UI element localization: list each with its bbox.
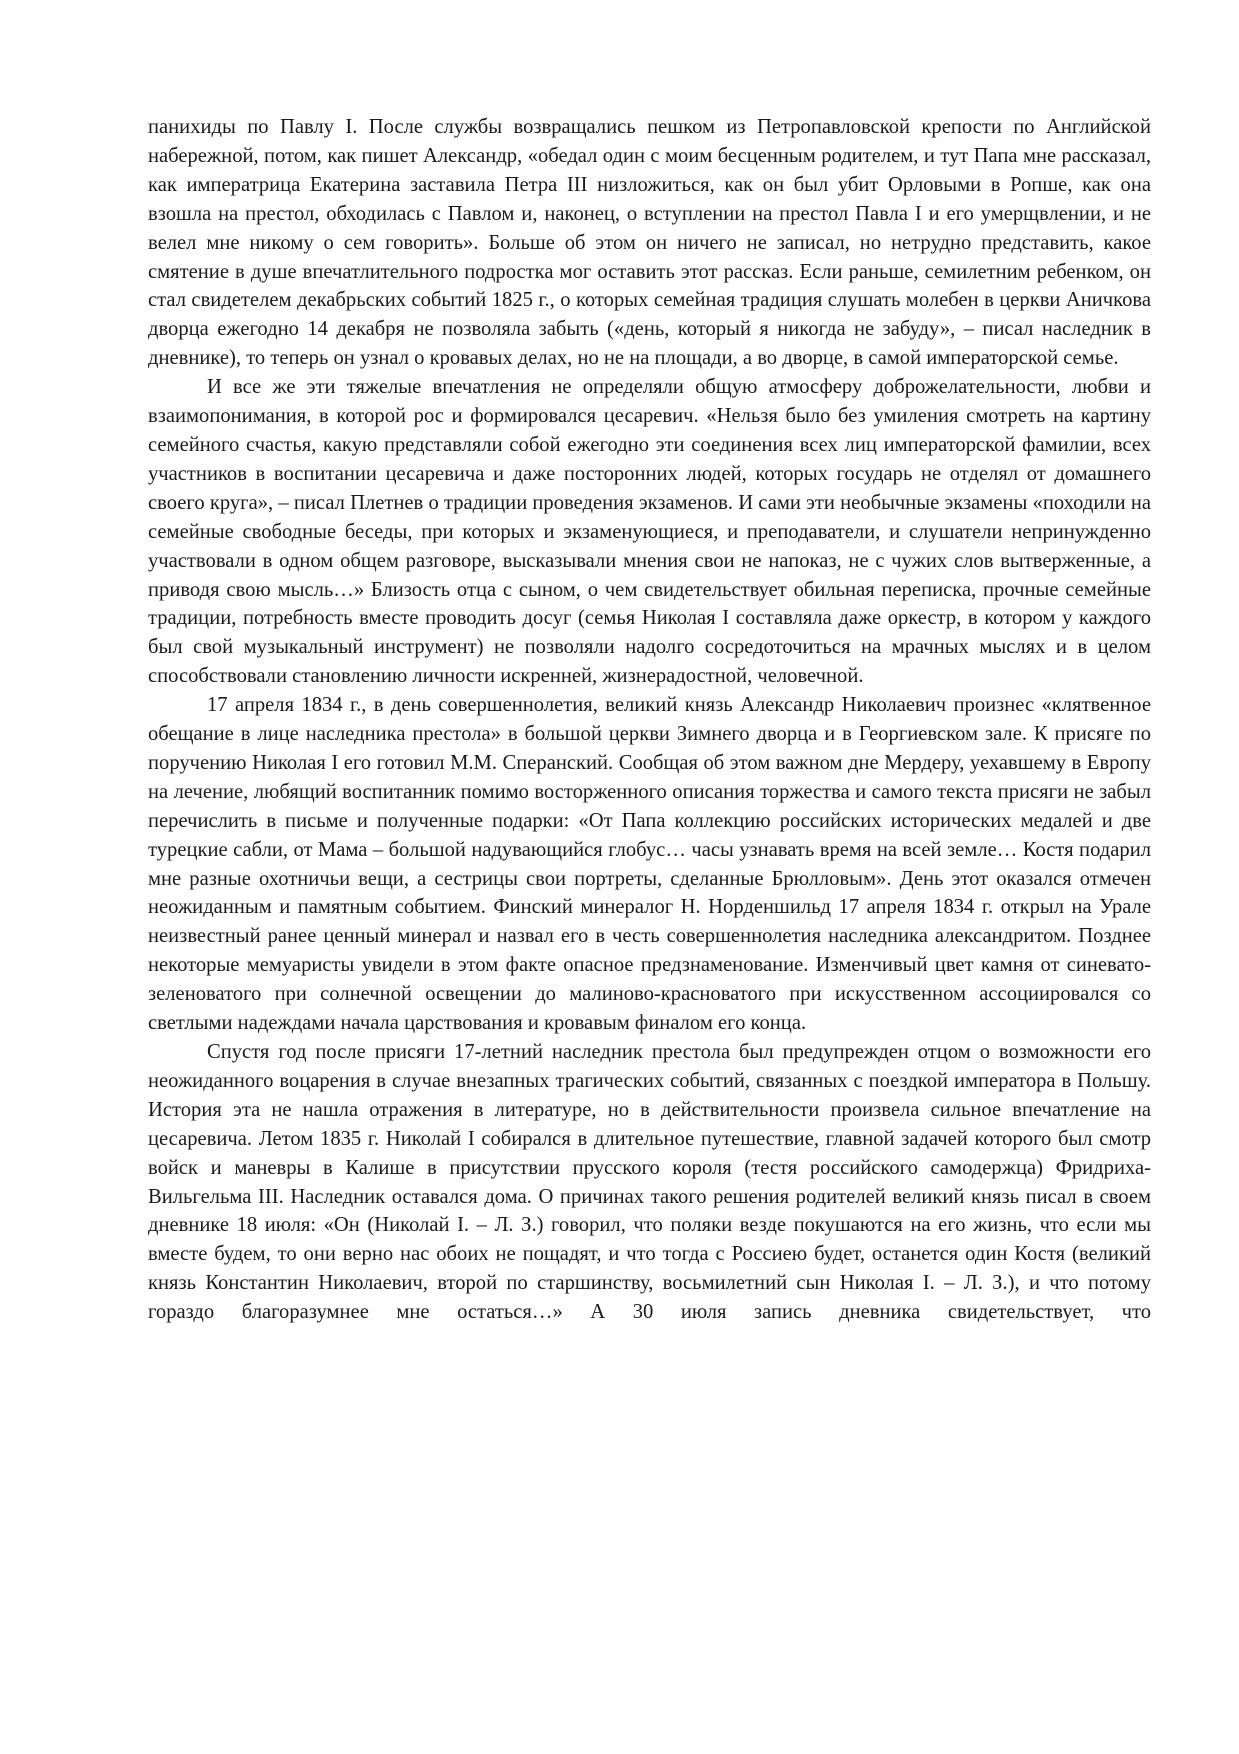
paragraph-4: Спустя год после присяги 17-летний наследник престола был предупрежден отцом о возможности его неожиданного воцарения в случае внезапных трагических событий, связанных с поездкой императора в Польшу. История эта не нашла отражения в литературе, но в действительности произвела сильное впечатление на цесаревича. Летом 1835 г. Николай I собирался в длительное путешествие, главной задачей которого был смотр войск и маневры в Калише в присутствии прусского короля (тестя российского самодержца) Фридриха-Вильгельма III. Наследник оставался дома. О причинах такого решения родителей великий князь писал в своем дневнике 18 июля: «Он (Николай I. – Л. З.) говорил, что поляки везде покушаются на его жизнь, что если мы вместе будем, то они верно нас обоих не пощадят, и что тогда с Россиею будет, останется один Костя (великий князь Константин Николаевич, второй по старшинству, восьмилетний сын Николая I. – Л. З.), и что потому гораздо благоразумнее мне остаться…» А 30 июля запись дневника свидетельствует, что [148, 1041, 1151, 1324]
paragraph-3: 17 апреля 1834 г., в день совершеннолетия, великий князь Александр Николаевич произнес «клятвенное обещание в лице наследника престола» в большой церкви Зимнего дворца и в Георгиевском зале. К присяге по поручению Николая I его готовил М.М. Сперанский. Сообщая об этом важном дне Мердеру, уехавшему в Европу на лечение, любящий воспитанник помимо восторженного описания торжества и самого текста присяги не забыл перечислить в письме и полученные подарки: «От Папа коллекцию российских исторических медалей и две турецкие сабли, от Мама – большой надувающийся глобус… часы узнавать время на всей земле… Костя подарил мне разные охотничьи вещи, а сестрицы свои портреты, сделанные Брюлловым». День этот оказался отмечен неожиданным и памятным событием. Финский минералог Н. Норденшильд 17 апреля 1834 г. открыл на Урале неизвестный ранее ценный минерал и назвал его в честь совершеннолетия наследника александритом. Позднее некоторые мемуаристы увидели в этом факте опасное предзнаменование. Изменчивый цвет камня от синевато-зеленоватого при солнечной освещении до малиново-красноватого при искусственном ассоциировался со светлыми надеждами начала царствования и кровавым финалом его конца. [148, 694, 1151, 1035]
paragraph-2: И все же эти тяжелые впечатления не определяли общую атмосферу доброжелательности, любви и взаимопонимания, в которой рос и формировался цесаревич. «Нельзя было без умиления смотреть на картину семейного счастья, какую представляли собой ежегодно эти соединения всех лиц императорской фамилии, всех участников в воспитании цесаревича и даже посторонних людей, которых государь не отделял от домашнего своего круга», – писал Плетнев о традиции проведения экзаменов. И сами эти необычные экзамены «походили на семейные свободные беседы, при которых и экзаменующиеся, и преподаватели, и слушатели непринужденно участвовали в одном общем разговоре, высказывали мнения свои не напоказ, не с чужих слов вытверженные, а приводя свою мысль…» Близость отца с сыном, о чем свидетельствует обильная переписка, прочные семейные традиции, потребность вместе проводить досуг (семья Николая I составляла даже оркестр, в котором у каждого был свой музыкальный инструмент) не позволяли надолго сосредоточиться на мрачных мыслях и в целом способствовали становлению личности искренней, жизнерадостной, человечной. [148, 376, 1151, 688]
document-page [148, 113, 1151, 1327]
paragraph-1: панихиды по Павлу I. После службы возвращались пешком из Петропавловской крепости по Английской набережной, потом, как пишет Александр, «обедал один с моим бесценным родителем, и тут Папа мне рассказал, как императрица Екатерина заставила Петра III низложиться, как он был убит Орловыми в Ропше, как она взошла на престол, обходилась с Павлом и, наконец, о вступлении на престол Павла I и его умерщвлении, и не велел мне никому о сем говорить». Больше об этом он ничего не записал, но нетрудно представить, какое смятение в душе впечатлительного подростка мог оставить этот рассказ. Если раньше, семилетним ребенком, он стал свидетелем декабрьских событий 1825 г., о которых семейная традиция слушать молебен в церкви Аничкова дворца ежегодно 14 декабря не позволяла забыть («день, который я никогда не забуду», – писал наследник в дневнике), то теперь он узнал о кровавых делах, но не на площади, а во дворце, в самой императорской семье. [148, 116, 1151, 370]
